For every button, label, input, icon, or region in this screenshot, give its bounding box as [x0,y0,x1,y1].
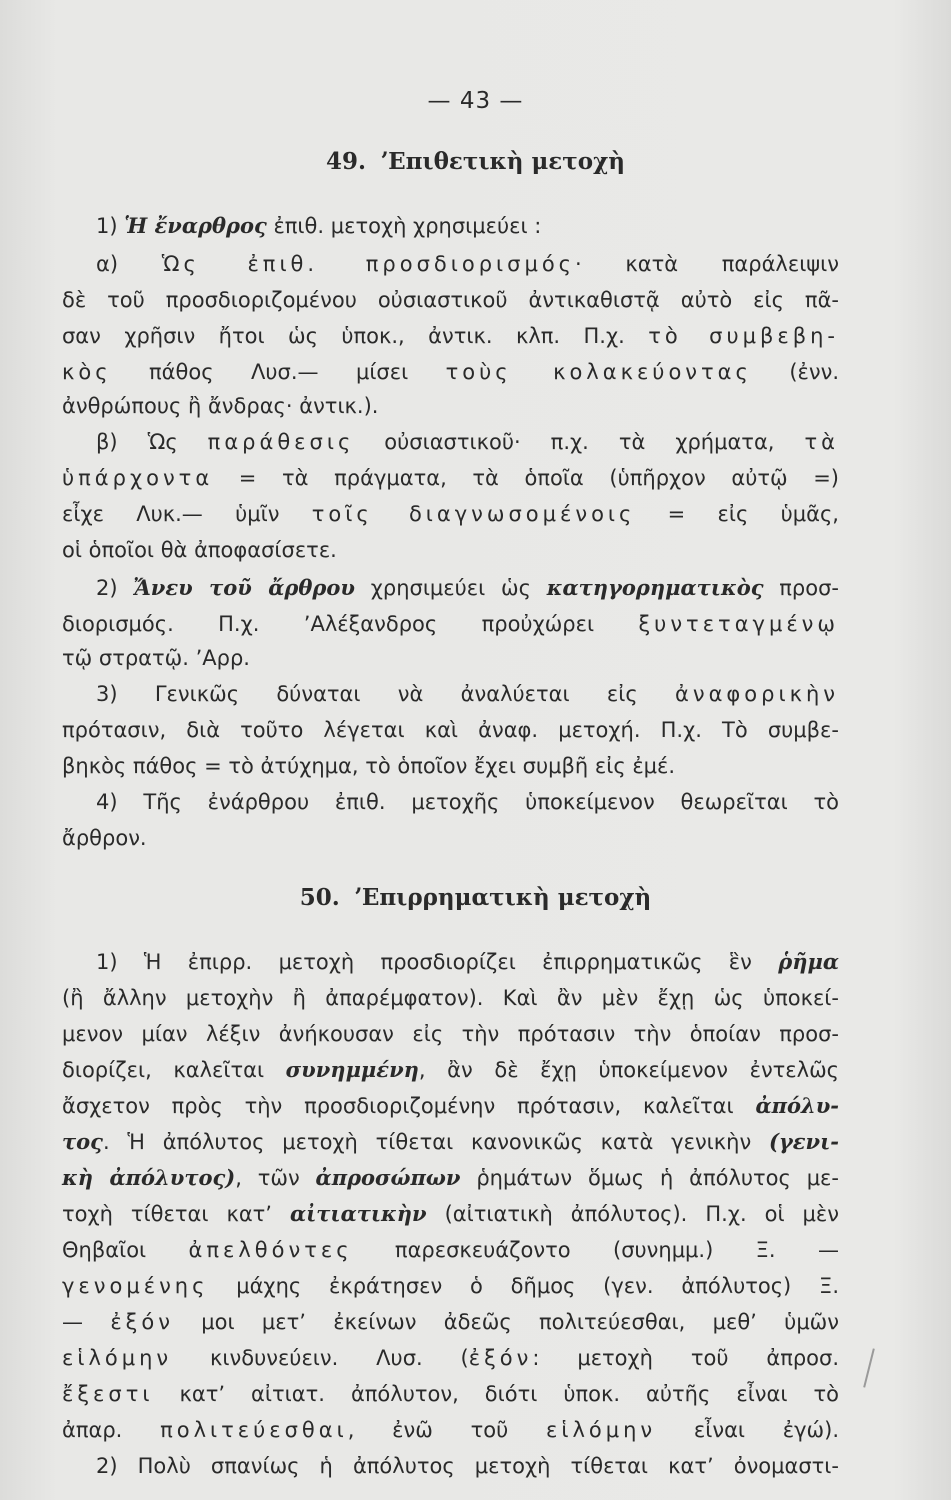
text-line: 2) Πολὺ σπανίως ἡ ἀπόλυτος μετοχὴ τίθεται κατʼ ὀνομαστι- [96,1454,839,1478]
text-line: μενον μίαν λέξιν ἀνήκουσαν εἰς τὴν πρότασιν τὴν ὁποίαν προσ- [62,1022,839,1046]
section-50-heading [0,884,951,911]
text-line: εἱλόμην κινδυνεύειν. Λυσ. (ἐξόν: μετοχὴ τοῦ ἀπροσ. [62,1346,839,1370]
text-line: ἀνθρώπους ἢ ἄνδρας· ἀντικ.). [62,394,379,418]
text-line: σαν χρῆσιν ἤτοι ὡς ὑποκ., ἀντικ. κλπ. Π.χ. τὸ συμβεβη- [62,324,840,348]
section-50-title: ʼΕπιρρηματικὴ μετοχὴ [353,884,652,911]
text-line: κὸς πάθος Λυσ.— μίσει τοὺς κολακεύοντας (ἐνν. [62,360,840,384]
text-line: 3) Γενικῶς δύναται νὰ ἀναλύεται εἰς ἀναφορικὴν [96,682,839,706]
text-line: ἔξεστι κατʼ αἰτιατ. ἀπόλυτον, διότι ὑποκ. αὐτῆς εἶναι τὸ [62,1382,839,1406]
text-line: διορίζει, καλεῖται συνημμένη, ἂν δὲ ἔχῃ ὑποκείμενον ἐντελῶς [62,1057,840,1082]
text-line: γενομένης μάχης ἐκράτησεν ὁ δῆμος (γεν. ἀπόλυτος) Ξ. [62,1274,839,1298]
text-line: διορισμός. Π.χ. ʼΑλέξανδρος προὐχώρει ξυντεταγμένῳ [62,612,839,636]
text-line: εἶχε Λυκ.— ὑμῖν τοῖς διαγνωσομένοις = εἰς ὑμᾶς, [62,502,839,526]
text-line: τῷ στρατῷ. ʼΑρρ. [62,646,250,670]
section-49-number: 49. [326,148,367,175]
text-line: β) Ὡς παράθεσις οὐσιαστικοῦ· π.χ. τὰ χρήματα, τὰ [96,430,839,454]
text-line: δὲ τοῦ προσδιοριζομένου οὐσιαστικοῦ ἀντικαθιστᾷ αὐτὸ εἰς πᾶ- [62,288,839,312]
page-number: — 43 — [427,88,524,114]
pencil-mark [863,1348,875,1387]
text-line: τοχὴ τίθεται κατʼ αἰτιατικὴν (αἰτιατικὴ ἀπόλυτος). Π.χ. οἱ μὲν [62,1201,839,1226]
text-line: 1) Ἡ ἔναρθρος ἐπιθ. μετοχὴ χρησιμεύει : [96,213,542,238]
text-line: ἀπαρ. πολιτεύεσθαι, ἐνῶ τοῦ εἱλόμην εἶναι ἐγώ). [62,1418,839,1442]
text-line: ἄρθρον. [62,826,147,850]
text-line: κὴ ἀπόλυτος), τῶν ἀπροσώπων ῥημάτων ὅμως ἡ ἀπόλυτος με- [62,1165,839,1190]
text-line: α) Ὡς ἐπιθ. προσδιορισμός· κατὰ παράλειψιν [96,252,839,276]
section-49-heading [0,148,951,175]
text-line: Θηβαῖοι ἀπελθόντες παρεσκευάζοντο (συνημμ.) Ξ. — [62,1238,839,1262]
text-line: τος. Ἡ ἀπόλυτος μετοχὴ τίθεται κανονικῶς κατὰ γενικὴν (γενι- [62,1129,839,1154]
text-line: 1) Ἡ ἐπιρρ. μετοχὴ προσδιορίζει ἐπιρρηματικῶς ἓν ῥῆμα [96,949,839,974]
text-line: οἱ ὁποῖοι θὰ ἀποφασίσετε. [62,538,337,562]
text-line: ὑπάρχοντα = τὰ πράγματα, τὰ ὁποῖα (ὑπῆρχον αὐτῷ =) [62,466,839,490]
text-line: ἄσχετον πρὸς τὴν προσδιοριζομένην πρότασιν, καλεῖται ἀπόλυ- [62,1093,839,1118]
section-49-title: ʼΕπιθετικὴ μετοχὴ [380,148,625,175]
text-line: — ἐξόν μοι μετʼ ἐκείνων ἀδεῶς πολιτεύεσθαι, μεθʼ ὑμῶν [62,1310,839,1334]
text-line: 4) Τῆς ἐνάρθρου ἐπιθ. μετοχῆς ὑποκείμενον θεωρεῖται τὸ [96,790,839,814]
section-50-number: 50. [299,884,340,911]
text-line: πρότασιν, διὰ τοῦτο λέγεται καὶ ἀναφ. μετοχή. Π.χ. Τὸ συμβε- [62,718,839,742]
text-line: 2) Ἄνευ τοῦ ἄρθρου χρησιμεύει ὡς κατηγορηματικὸς προσ- [96,575,839,600]
text-line: (ἢ ἄλλην μετοχὴν ἢ ἀπαρέμφατον). Καὶ ἂν μὲν ἔχῃ ὡς ὑποκεί- [62,986,839,1010]
text-line: βηκὸς πάθος = τὸ ἀτύχημα, τὸ ὁποῖον ἔχει συμβῆ εἰς ἐμέ. [62,754,676,778]
